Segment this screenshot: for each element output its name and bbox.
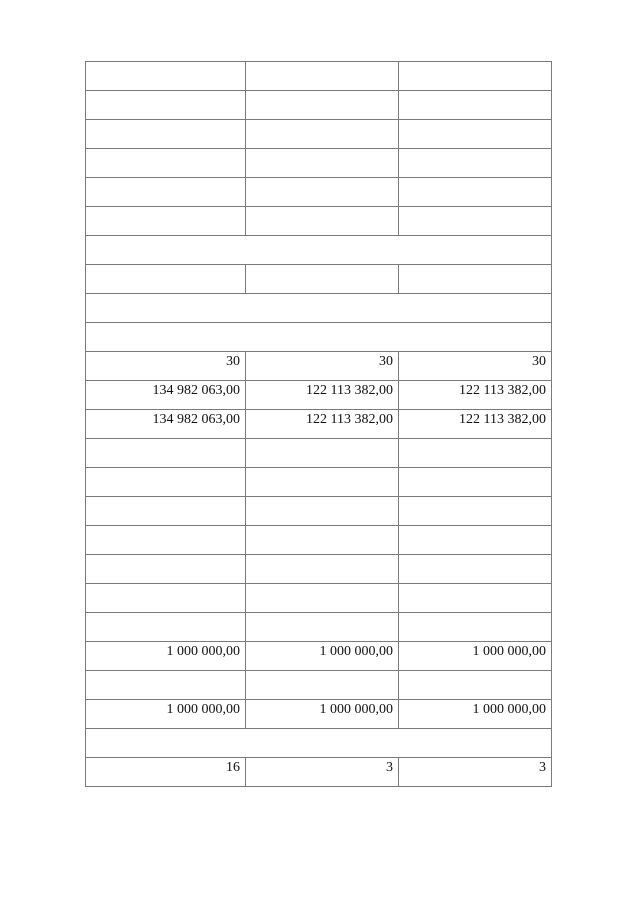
table-cell bbox=[399, 207, 552, 236]
table-cell bbox=[86, 584, 246, 613]
table-row bbox=[86, 410, 552, 439]
table-cell bbox=[86, 207, 246, 236]
table-cell: 1 000 000,00 bbox=[246, 642, 399, 671]
table-cell: 134 982 063,00 bbox=[86, 410, 246, 439]
table-cell: 30 bbox=[399, 352, 552, 381]
table-cell bbox=[399, 584, 552, 613]
table-cell: 3 bbox=[246, 758, 399, 787]
table-cell: 1 000 000,00 bbox=[399, 700, 552, 729]
table-row bbox=[86, 758, 552, 787]
table-cell: 134 982 063,00 bbox=[86, 381, 246, 410]
table-row bbox=[86, 178, 552, 207]
table-cell bbox=[246, 468, 399, 497]
table-row bbox=[86, 236, 552, 265]
table-row bbox=[86, 526, 552, 555]
table-cell bbox=[246, 207, 399, 236]
table-cell bbox=[86, 555, 246, 584]
table-cell bbox=[399, 439, 552, 468]
table-cell-merged bbox=[86, 236, 552, 265]
table-body bbox=[86, 62, 552, 787]
table-cell bbox=[399, 149, 552, 178]
table-cell bbox=[399, 671, 552, 700]
table-row bbox=[86, 120, 552, 149]
data-table bbox=[85, 61, 552, 787]
table-cell: 30 bbox=[86, 352, 246, 381]
table-cell: 1 000 000,00 bbox=[86, 700, 246, 729]
table-cell bbox=[86, 468, 246, 497]
table-cell bbox=[399, 265, 552, 294]
table-row bbox=[86, 700, 552, 729]
table-cell bbox=[246, 62, 399, 91]
table-cell bbox=[86, 91, 246, 120]
table-cell bbox=[246, 526, 399, 555]
table-cell: 30 bbox=[246, 352, 399, 381]
table-cell bbox=[399, 91, 552, 120]
table-cell bbox=[399, 178, 552, 207]
table-cell: 122 113 382,00 bbox=[399, 381, 552, 410]
table-row bbox=[86, 265, 552, 294]
table-cell bbox=[246, 120, 399, 149]
table-cell bbox=[246, 149, 399, 178]
table-row bbox=[86, 207, 552, 236]
table-row bbox=[86, 729, 552, 758]
table-row bbox=[86, 642, 552, 671]
table-row bbox=[86, 323, 552, 352]
table-cell bbox=[246, 497, 399, 526]
table-cell: 16 bbox=[86, 758, 246, 787]
table-cell: 122 113 382,00 bbox=[399, 410, 552, 439]
table-cell-merged bbox=[86, 294, 552, 323]
table-row bbox=[86, 555, 552, 584]
table-cell-merged bbox=[86, 323, 552, 352]
table-cell bbox=[399, 555, 552, 584]
table-cell bbox=[86, 497, 246, 526]
table-cell bbox=[86, 613, 246, 642]
table-cell bbox=[86, 149, 246, 178]
table-cell bbox=[399, 120, 552, 149]
table-cell bbox=[399, 468, 552, 497]
table-cell bbox=[399, 497, 552, 526]
table-cell: 122 113 382,00 bbox=[246, 410, 399, 439]
table-cell bbox=[86, 526, 246, 555]
table-cell bbox=[246, 178, 399, 207]
table-row bbox=[86, 497, 552, 526]
table-cell bbox=[86, 120, 246, 149]
table-row bbox=[86, 613, 552, 642]
table-cell: 3 bbox=[399, 758, 552, 787]
table-cell bbox=[246, 671, 399, 700]
table-cell bbox=[86, 439, 246, 468]
table-cell: 1 000 000,00 bbox=[86, 642, 246, 671]
table-cell bbox=[86, 671, 246, 700]
table-row bbox=[86, 294, 552, 323]
table-cell bbox=[86, 178, 246, 207]
table-cell bbox=[86, 62, 246, 91]
table-row bbox=[86, 149, 552, 178]
table-cell bbox=[399, 62, 552, 91]
table-cell: 1 000 000,00 bbox=[399, 642, 552, 671]
table-cell bbox=[246, 555, 399, 584]
table-cell bbox=[246, 91, 399, 120]
table-cell bbox=[399, 613, 552, 642]
table-cell: 1 000 000,00 bbox=[246, 700, 399, 729]
table-cell bbox=[86, 265, 246, 294]
table-cell bbox=[246, 439, 399, 468]
table-cell bbox=[399, 526, 552, 555]
table-row bbox=[86, 352, 552, 381]
table-row bbox=[86, 468, 552, 497]
table-cell bbox=[246, 265, 399, 294]
table-row bbox=[86, 381, 552, 410]
table-row bbox=[86, 671, 552, 700]
table-cell: 122 113 382,00 bbox=[246, 381, 399, 410]
table-row bbox=[86, 91, 552, 120]
table-cell bbox=[246, 584, 399, 613]
table-row bbox=[86, 439, 552, 468]
table-cell-merged bbox=[86, 729, 552, 758]
table-cell bbox=[246, 613, 399, 642]
table-row bbox=[86, 62, 552, 91]
table-row bbox=[86, 584, 552, 613]
